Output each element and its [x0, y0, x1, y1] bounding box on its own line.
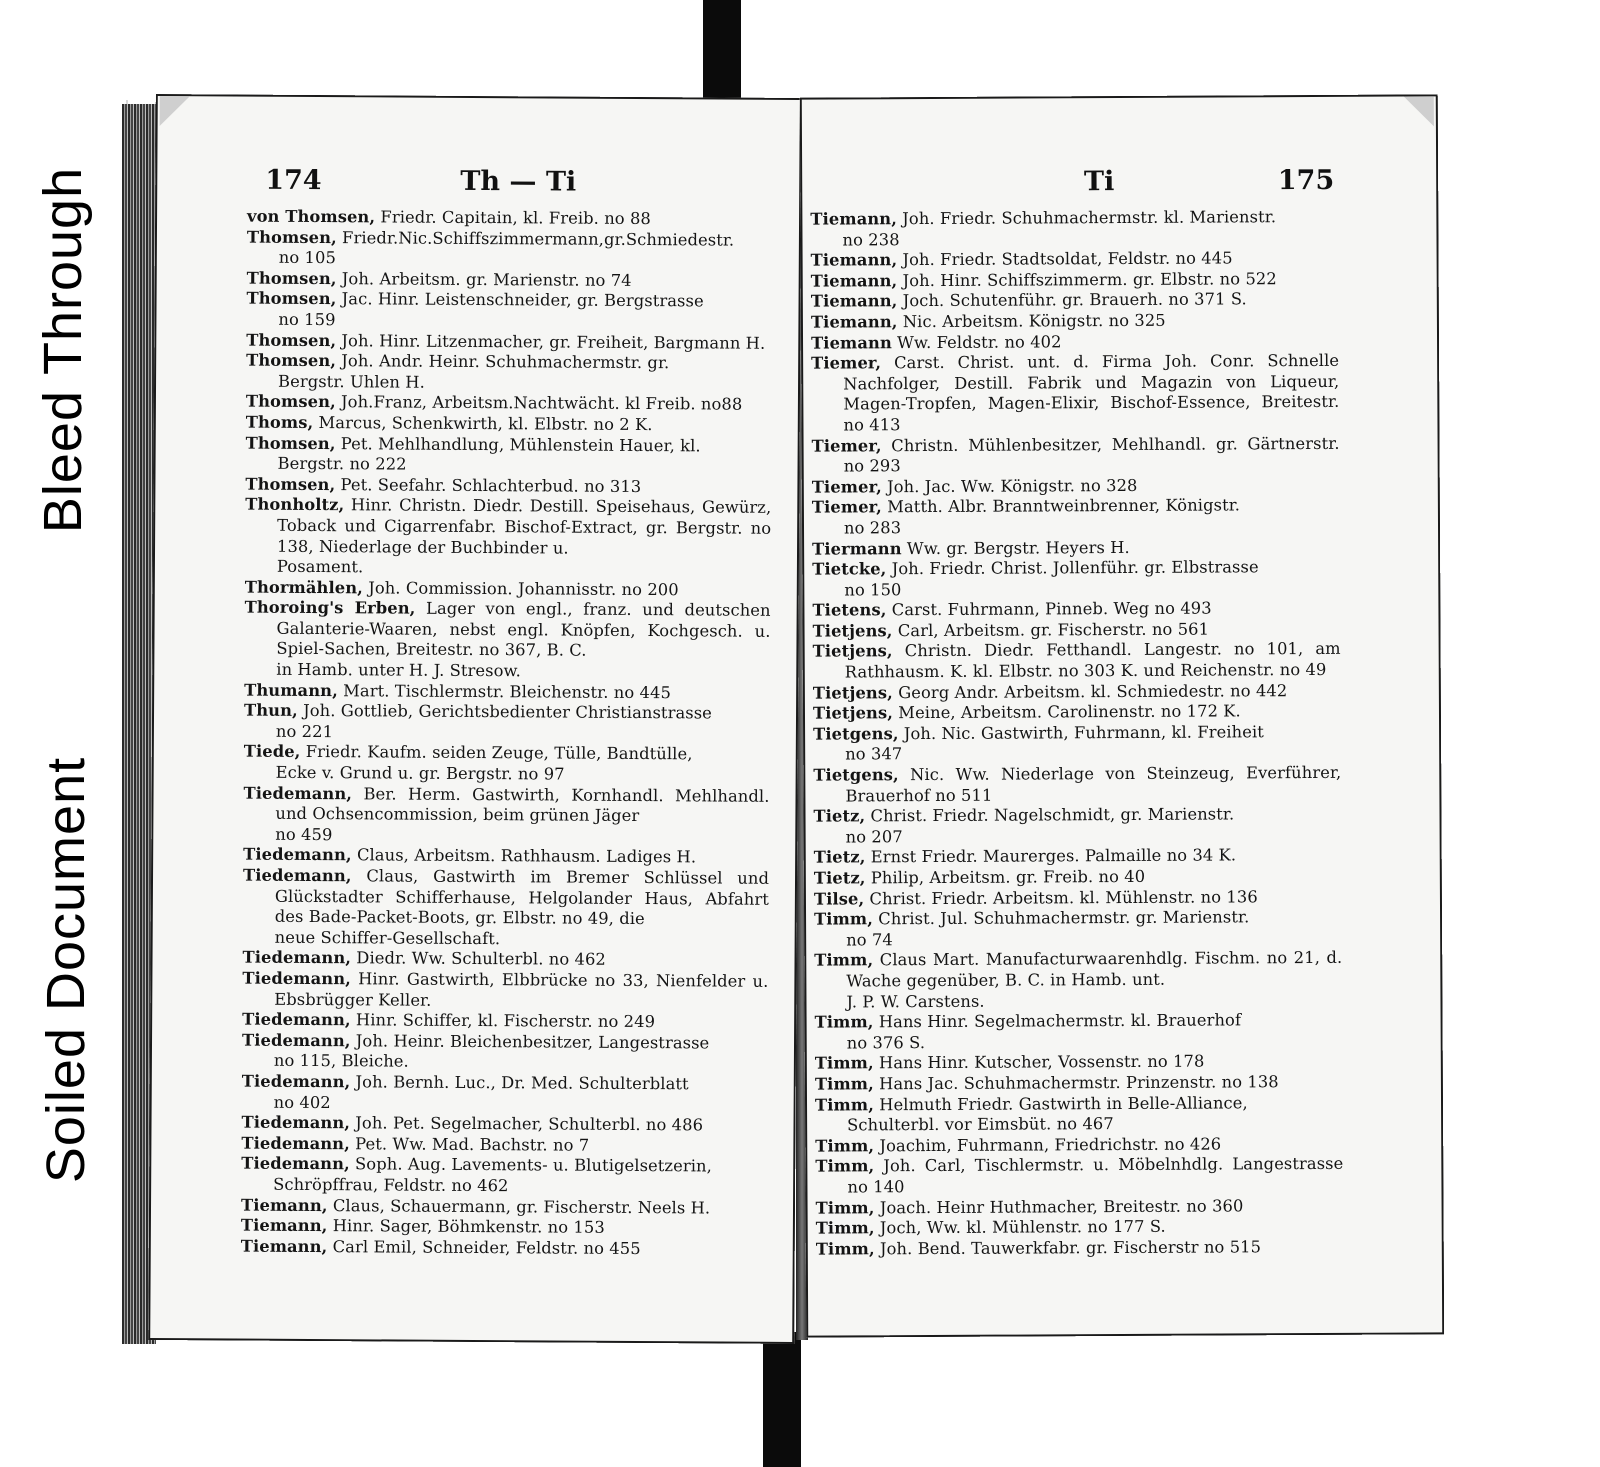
- entry-name: Timm,: [814, 950, 874, 970]
- right-running-head: Ti: [1083, 166, 1115, 198]
- entry-text: Joch, Ww. kl. Mühlenstr. no 177 S.: [874, 1216, 1166, 1238]
- entry-text: Hinr. Sager, Böhmkenstr. no 153: [327, 1216, 605, 1237]
- entry-name: Tietens,: [812, 600, 887, 620]
- directory-entry: [813, 701, 1341, 724]
- entry-name: Timm,: [814, 1012, 874, 1032]
- entry-continuation: in Hamb. unter H. J. Stresow.: [276, 659, 521, 681]
- entry-name: Tiedemann,: [241, 1030, 351, 1050]
- binding-strip-bottom: [763, 1332, 801, 1467]
- entry-name: Tietgens,: [813, 724, 899, 744]
- directory-entry: [813, 681, 1341, 704]
- entry-text: Joh. Arbeitsm. gr. Marienstr. no 74: [336, 268, 632, 290]
- entry-text: Meine, Arbeitsm. Carolinenstr. no 172 K.: [892, 701, 1241, 723]
- entry-continuation: no 74: [846, 929, 893, 950]
- entry-text: Claus, Gastwirth im Bremer Schlüssel und Glückstadter Schifferhause, Helgolander Haus, Abfahrt des Bade-Packet-Boots, gr. Elbstr. no 49, die: [274, 866, 770, 929]
- entry-text: Carl Emil, Schneider, Feldstr. no 455: [327, 1236, 641, 1258]
- entry-text: Ber. Herm. Gastwirth, Kornhandl. Mehlhandl. und Ochsencommission, beim grünen Jäger: [275, 783, 770, 826]
- directory-entry: [244, 701, 770, 745]
- entry-text: Christn. Mühlenbesitzer, Mehlhandl. gr. Gärtnerstr. no 293: [843, 433, 1340, 476]
- bleed-through-text: Bleed Through: [33, 166, 93, 534]
- entry-name: Tiedemann,: [241, 1133, 350, 1153]
- directory-entry: [810, 207, 1338, 251]
- entry-text: Joh. Friedr. Stadtsoldat, Feldstr. no 445: [897, 248, 1233, 270]
- entry-text: Joachim, Fuhrmann, Friedrichstr. no 426: [874, 1134, 1222, 1156]
- directory-entry: [811, 289, 1339, 312]
- entry-continuation: no 207: [845, 826, 903, 847]
- entry-continuation: Schulterbl. vor Eimsbüt. no 467: [847, 1114, 1114, 1135]
- entry-continuation: Posament.: [276, 556, 364, 577]
- directory-entry: [812, 475, 1340, 498]
- directory-entry: [815, 1092, 1343, 1136]
- entry-name: Thormählen,: [244, 577, 364, 598]
- entry-continuation: J. P. W. Carstens.: [846, 991, 985, 1012]
- right-page-number: 175: [1277, 164, 1335, 197]
- entry-continuation: neue Schiffer-Gesellschaft.: [274, 927, 501, 948]
- entry-name: Tiede,: [243, 742, 301, 762]
- entry-text: Philip, Arbeitsm. gr. Freib. no 40: [865, 866, 1146, 888]
- directory-entry: [812, 598, 1340, 621]
- directory-entry: [814, 907, 1342, 951]
- entry-continuation: no 115, Bleiche.: [273, 1051, 409, 1071]
- entry-text: Christ. Jul. Schuhmachermstr. gr. Marienstr.: [872, 907, 1250, 929]
- entry-continuation: Ecke v. Grund u. gr. Bergstr. no 97: [275, 762, 565, 784]
- entry-text: Joh. Andr. Heinr. Schuhmachermstr. gr.: [336, 351, 670, 373]
- directory-entry: [242, 1030, 768, 1074]
- entry-text: Joh. Bend. Tauwerkfabr. gr. Fischerstr no 515: [874, 1236, 1262, 1258]
- entry-name: Tiemann,: [240, 1236, 328, 1256]
- entry-name: Tiedemann,: [242, 968, 352, 989]
- entry-name: Thonholtz,: [245, 494, 345, 515]
- entry-text: Nic. Ww. Niederlage von Steinzeug, Everführer, Brauerhof no 511: [845, 762, 1342, 806]
- folded-corner: [160, 96, 190, 126]
- left-page-number: 174: [265, 164, 322, 197]
- entry-text: Joh. Hinr. Schiffszimmerm. gr. Elbstr. no 522: [897, 268, 1277, 290]
- entry-name: Tiemann,: [810, 209, 898, 229]
- entry-name: Tiemer,: [811, 476, 882, 497]
- entry-name: Tietz,: [813, 806, 866, 826]
- entry-name: Timm,: [814, 1074, 874, 1094]
- entry-text: Hinr. Gastwirth, Elbbrücke no 33, Nienfelder u. Ebsbrügger Keller.: [274, 969, 769, 1010]
- entry-name: Thoroing's Erben,: [244, 597, 416, 618]
- directory-entry: [812, 536, 1340, 559]
- directory-entry: [243, 783, 769, 848]
- entry-text: Hinr. Schiffer, kl. Fischerstr. no 249: [350, 1010, 656, 1032]
- entry-text: Joh. Heinr. Bleichenbesitzer, Langestrasse: [350, 1030, 710, 1053]
- entry-text: Joh. Gottlieb, Gerichtsbedienter Christianstrasse: [297, 701, 713, 723]
- entry-name: Tietjens,: [812, 682, 893, 703]
- left-page: [148, 94, 802, 1344]
- entry-name: Tietcke,: [812, 559, 887, 579]
- entry-text: Ww. gr. Bergstr. Heyers H.: [901, 537, 1130, 558]
- entry-text: Hans Jac. Schuhmachermstr. Prinzenstr. no 138: [873, 1072, 1279, 1094]
- entry-text: Claus Mart. Manufacturwaarenhdlg. Fischm. no 21, d. Wache gegenüber, B. C. in Hamb. unt.: [846, 948, 1343, 991]
- entry-name: Tiemann,: [810, 312, 898, 332]
- entry-name: Timm,: [815, 1136, 875, 1156]
- directory-entry: [814, 866, 1342, 889]
- entry-name: Tiedemann,: [243, 844, 352, 865]
- directory-entry: [814, 886, 1342, 909]
- entry-text: Helmuth Friedr. Gastwirth in Belle-Alliance,: [873, 1092, 1248, 1114]
- entry-continuation: Bergstr. no 222: [277, 453, 407, 474]
- entry-name: Tiemann,: [240, 1215, 328, 1236]
- entry-continuation: no 459: [275, 824, 333, 844]
- entry-continuation: Bergstr. Uhlen H.: [278, 371, 425, 392]
- entry-text: Pet. Mehlhandlung, Mühlenstein Hauer, kl.: [335, 433, 701, 455]
- entry-text: Mart. Tischlermstr. Bleichenstr. no 445: [337, 680, 672, 702]
- directory-entry: [814, 948, 1342, 1013]
- entry-text: Friedr. Capitain, kl. Freib. no 88: [375, 207, 651, 229]
- entry-name: Tiemann: [810, 332, 892, 353]
- directory-entry: [811, 351, 1339, 436]
- entry-name: Thomsen,: [246, 350, 337, 371]
- entry-text: Nic. Arbeitsm. Königstr. no 325: [897, 310, 1166, 332]
- entry-continuation: no 376 S.: [846, 1032, 926, 1053]
- entry-name: Thomsen,: [245, 474, 336, 494]
- entry-name: Tietgens,: [813, 765, 899, 785]
- entry-name: Thomsen,: [245, 433, 336, 453]
- directory-entry: [816, 1237, 1344, 1260]
- entry-text: Matth. Albr. Branntweinbrenner, Königstr.: [881, 495, 1241, 517]
- entry-name: Timm,: [814, 1094, 875, 1115]
- entry-name: Timm,: [815, 1197, 875, 1218]
- directory-entry: [816, 1216, 1344, 1239]
- entry-continuation: no 347: [845, 744, 903, 764]
- directory-entry: [246, 351, 772, 395]
- entry-name: Thomsen,: [245, 391, 336, 412]
- entry-text: Hinr. Christn. Diedr. Destill. Speisehaus, Gewürz, Toback und Cigarrenfabr. Bischof-Extract, gr. Bergstr. no 138, Niederlage der Buchbinder u.: [276, 495, 772, 558]
- entry-name: Tiedemann,: [243, 783, 353, 803]
- entry-name: Tiedemann,: [242, 865, 352, 886]
- directory-entry: [815, 1134, 1343, 1157]
- entry-text: Joh. Friedr. Schuhmachermstr. kl. Marienstr.: [896, 207, 1277, 229]
- directory-entry: [812, 557, 1340, 601]
- entry-text: Jac. Hinr. Leistenschneider, gr. Bergstrasse: [336, 289, 704, 311]
- entry-name: Tiedemann,: [242, 947, 352, 968]
- folded-corner: [1404, 96, 1434, 126]
- directory-entry: [245, 433, 771, 477]
- right-page: [800, 94, 1444, 1337]
- directory-entry: [247, 227, 773, 271]
- entry-name: Tiemer,: [811, 353, 882, 373]
- entry-text: Carl, Arbeitsm. gr. Fischerstr. no 561: [892, 619, 1210, 641]
- entry-name: Tietjens,: [812, 641, 893, 662]
- entry-continuation: no 221: [275, 721, 334, 741]
- directory-entry: [815, 1072, 1343, 1095]
- entry-text: Joach. Heinr Huthmacher, Breitestr. no 360: [874, 1195, 1244, 1217]
- entry-name: Tietz,: [813, 847, 866, 868]
- entry-name: Tiemann,: [810, 250, 898, 270]
- directory-entry: [811, 248, 1339, 271]
- directory-entry: [245, 495, 771, 581]
- entry-text: Diedr. Ww. Schulterbl. no 462: [351, 948, 606, 970]
- entry-text: Lager von engl., franz. und deutschen Galanterie-Waaren, nebst engl. Knöpfen, Kochgesch. u. Spiel-Sachen, Breitestr. no 367, B. C.: [276, 598, 771, 661]
- entry-name: Thomsen,: [246, 288, 337, 309]
- directory-entry: [241, 1236, 767, 1260]
- directory-entry: [242, 969, 768, 1013]
- entry-continuation: no 105: [278, 247, 337, 268]
- entry-continuation: no 150: [844, 579, 902, 600]
- entry-name: Thun,: [243, 700, 298, 721]
- entry-text: Joh. Carl, Tischlermstr. u. Möbelnhdlg. Langestrasse no 140: [847, 1154, 1344, 1197]
- entry-name: Tiedemann,: [241, 1112, 351, 1133]
- directory-entry: [243, 866, 769, 952]
- directory-entry: [815, 1010, 1343, 1054]
- entry-text: Pet. Ww. Mad. Bachstr. no 7: [349, 1133, 590, 1155]
- entry-text: Claus, Arbeitsm. Rathhausm. Ladiges H.: [351, 845, 697, 867]
- binding-strip-top: [703, 0, 741, 108]
- directory-entry: [812, 495, 1340, 539]
- entry-text: Friedr.Nic.Schiffszimmermann,gr.Schmiedestr.: [336, 227, 735, 250]
- directory-entry: [816, 1195, 1344, 1218]
- directory-entry: [813, 619, 1341, 642]
- entry-continuation: no 283: [843, 518, 902, 538]
- entry-text: Georg Andr. Arbeitsm. kl. Schmiedestr. no 442: [892, 680, 1288, 702]
- entry-text: Joh. Pet. Segelmacher, Schulterbl. no 486: [350, 1113, 704, 1135]
- entry-text: Hans Hinr. Kutscher, Vossenstr. no 178: [873, 1051, 1205, 1073]
- entry-text: Marcus, Schenkwirth, kl. Elbstr. no 2 K.: [313, 412, 653, 435]
- entry-text: Carst. Fuhrmann, Pinneb. Weg no 493: [886, 598, 1212, 620]
- entry-name: Tiemer,: [811, 435, 882, 456]
- entry-name: Tiemann,: [240, 1195, 328, 1215]
- entry-name: Tietjens,: [812, 621, 893, 641]
- entry-name: Timm,: [815, 1218, 875, 1238]
- directory-entry: [244, 742, 770, 786]
- entry-name: Tiedemann,: [242, 1009, 351, 1030]
- directory-entry: [811, 310, 1339, 333]
- entry-name: Tiedemann,: [241, 1153, 350, 1174]
- directory-entry: [815, 1051, 1343, 1074]
- entry-name: Timm,: [814, 909, 874, 929]
- entry-name: Tiemann,: [810, 270, 898, 291]
- entry-text: Christn. Diedr. Fetthandl. Langestr. no 101, am Rathhausm. K. kl. Elbstr. no 303 K. und Reichenstr. no 49: [844, 639, 1341, 682]
- entry-name: Timm,: [815, 1156, 875, 1176]
- entry-name: Tiermann: [812, 538, 902, 559]
- directory-entry: [246, 289, 772, 333]
- directory-entry: [813, 804, 1341, 848]
- soiled-document-label: [0, 700, 134, 1240]
- entry-name: Timm,: [814, 1053, 874, 1073]
- left-entry-list: [241, 207, 773, 1260]
- entry-text: Joh. Bernh. Luc., Dr. Med. Schulterblatt: [350, 1072, 689, 1094]
- entry-text: Joh. Hinr. Litzenmacher, gr. Freiheit, Bargmann H.: [336, 330, 766, 353]
- entry-text: Christ. Friedr. Nagelschmidt, gr. Marienstr.: [865, 804, 1235, 826]
- directory-entry: [815, 1154, 1343, 1198]
- soiled-document-text: Soiled Document: [36, 756, 97, 1184]
- entry-continuation: Schröpffrau, Feldstr. no 462: [273, 1174, 509, 1196]
- directory-entry: [242, 1072, 768, 1116]
- entry-text: Joh. Nic. Gastwirth, Fuhrmann, kl. Freiheit: [898, 722, 1264, 744]
- entry-text: Joh. Jac. Ww. Königstr. no 328: [881, 475, 1138, 496]
- directory-entry: [811, 269, 1339, 292]
- entry-name: Tiedemann,: [241, 1071, 351, 1092]
- directory-entry: [813, 722, 1341, 766]
- entry-name: Thomsen,: [246, 227, 337, 247]
- entry-name: Tietz,: [813, 868, 866, 888]
- left-page-header: [155, 164, 801, 208]
- entry-name: Timm,: [815, 1238, 875, 1259]
- entry-continuation: no 402: [273, 1092, 331, 1112]
- entry-name: Thoms,: [245, 412, 314, 432]
- entry-text: Joh. Commission. Johannisstr. no 200: [362, 578, 679, 599]
- entry-text: Carst. Christ. unt. d. Firma Joh. Conr. Schnelle Nachfolger, Destill. Fabrik und Magazin von Liqueur, Magen-Tropfen, Magen-Elixir, Bischof-Essence, Breitestr. no 413: [843, 351, 1340, 435]
- entry-text: Christ. Friedr. Arbeitsm. kl. Mühlenstr. no 136: [864, 886, 1258, 908]
- directory-entry: [241, 1154, 767, 1198]
- directory-entry: [814, 845, 1342, 868]
- entry-name: von Thomsen,: [247, 206, 376, 227]
- entry-text: Soph. Aug. Lavements- u. Blutigelsetzerin,: [349, 1154, 712, 1176]
- right-page-header: [800, 164, 1438, 207]
- directory-entry: [244, 598, 770, 684]
- entry-name: Thomsen,: [246, 268, 337, 288]
- entry-text: Joh.Franz, Arbeitsm.Nachtwächt. kl Freib. no88: [335, 392, 743, 414]
- entry-text: Ernst Friedr. Maurerges. Palmaille no 34 K.: [865, 845, 1237, 867]
- entry-name: Thomsen,: [246, 330, 337, 350]
- entry-name: Tietjens,: [812, 703, 894, 723]
- entry-text: Hans Hinr. Segelmachermstr. kl. Brauerhof: [873, 1010, 1242, 1032]
- directory-entry: [813, 639, 1341, 683]
- entry-text: Claus, Schauermann, gr. Fischerstr. Neels H.: [327, 1195, 711, 1217]
- entry-name: Thumann,: [244, 680, 338, 700]
- bleed-through-label: [0, 100, 128, 600]
- entry-continuation: no 159: [278, 309, 336, 330]
- entry-text: Joch. Schutenführ. gr. Brauerh. no 371 S.: [897, 289, 1247, 311]
- entry-name: Tiemer,: [811, 497, 882, 517]
- directory-entry: [812, 433, 1340, 477]
- entry-text: Pet. Seefahr. Schlachterbud. no 313: [335, 474, 642, 496]
- entry-text: Friedr. Kaufm. seiden Zeuge, Tülle, Bandtülle,: [300, 742, 693, 764]
- left-running-head: Th — Ti: [460, 165, 577, 198]
- entry-name: Tilse,: [813, 888, 865, 909]
- directory-entry: [813, 763, 1341, 807]
- entry-name: Tiemann,: [810, 291, 898, 311]
- right-entry-list: [810, 207, 1343, 1260]
- entry-continuation: no 238: [842, 229, 900, 250]
- entry-text: Joh. Friedr. Christ. Jollenführ. gr. Elbstrasse: [886, 557, 1259, 579]
- directory-entry: [811, 330, 1339, 353]
- entry-text: Ww. Feldstr. no 402: [891, 331, 1062, 352]
